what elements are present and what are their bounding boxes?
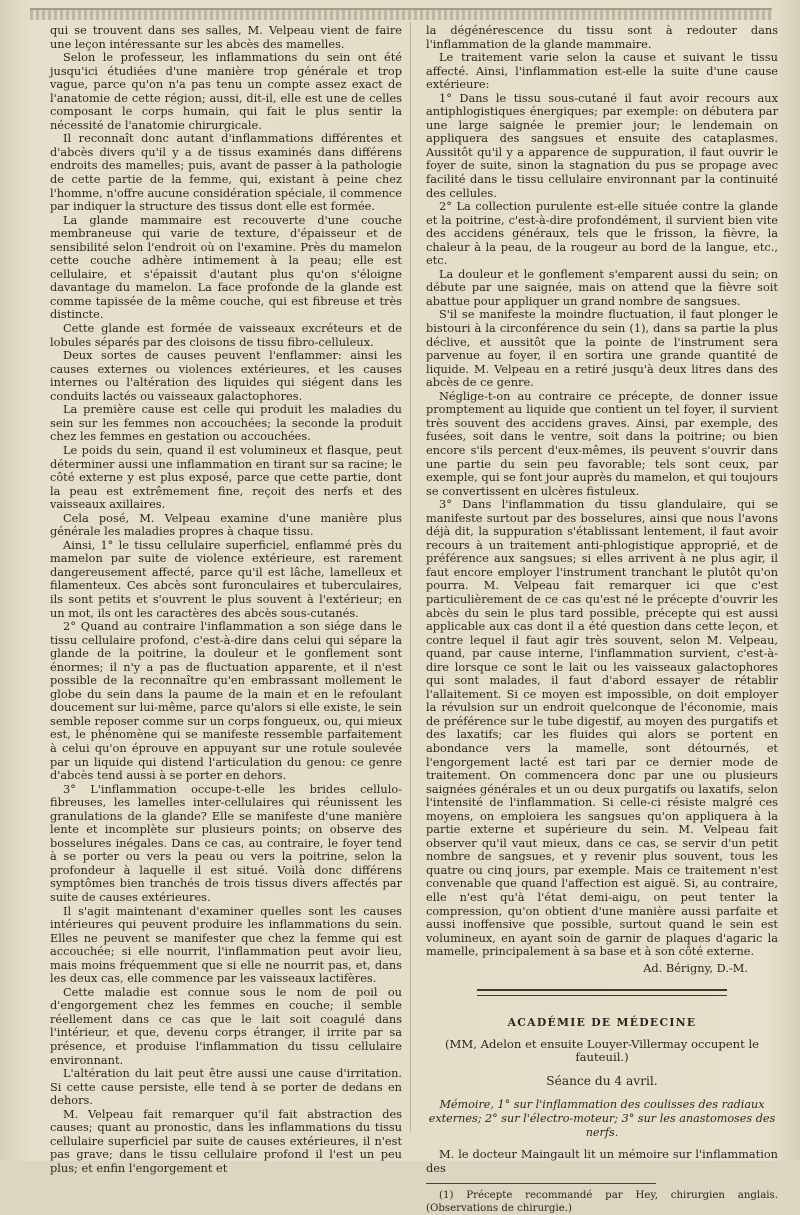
left-column-paragraph: La première cause est celle qui produit les maladies du sein sur les femmes non accouchées; la seconde la produit chez les femmes en gestation ou accouchées. <box>50 402 402 444</box>
academy-heading: ACADÉMIE DE MÉDECINE <box>507 1016 697 1030</box>
column-gutter <box>410 22 411 1132</box>
right-column-paragraph: S'il se manifeste la moindre fluctuation, il faut plonger le bistouri à la circonférence du sein (1), dans sa partie la plus déclive, et aussitôt que la pointe de l'instrument sera parvenue au foyer, il en sortira une grande quantité de liquide. M. Velpeau en a retiré jusqu'à deux litres dans des abcès de ce genre. <box>426 307 778 390</box>
left-column-paragraph: M. Velpeau fait remarquer qu'il fait abstraction des causes; quant au pronostic, dans les inflammations du tissu cellulaire superficiel par suite de causes extérieures, il n'est pas grave; dans le tissu cellulaire profond il l'est un peu plus; et enfin l'engorgement et <box>50 1106 402 1175</box>
right-column-paragraph: 2° La collection purulente est-elle située contre la glande et la poitrine, c'est-à-dire profondément, il survient bien vite des accidens généraux, tels que le frisson, la fièvre, la chaleur à la peau, de la rougeur au bord de la langue, etc., etc. <box>426 199 778 268</box>
left-column-paragraph: Selon le professeur, les inflammations du sein ont été jusqu'ici étudiées d'une manière trop générale et trop vague, parce qu'on n'a pas tenu un compte assez exact de l'anatomie de cette région; aussi, dit-il, elle est une de celles composant le corps humain, qui fait le plus sentir la nécessité de l'anatomie chirurgicale. <box>50 50 402 132</box>
left-column-paragraph: 3° L'inflammation occupe-t-elle les brides cellulo-fibreuses, les lamelles inter-cellulaires qui réunissent les granulations de la glande? Elle se manifeste d'une manière lente et incomplète sur plusieurs points; on observe des bosselures inégales. Dans ce cas, au contraire, le foyer tend à se porter ou vers la peau ou vers la poitrine, selon la profondeur à laquelle il est situé. Voilà donc différens symptômes bien tranchés de trois tissus divers affectés par suite de causes extérieures. <box>50 781 402 904</box>
left-column-paragraph: La glande mammaire est recouverte d'une couche membraneuse qui varie de texture, d'épaisseur et de sensibilité selon l'endroit où on l'examine. Près du mamelon cette couche adhère intimement à la peau; elle est cellulaire, et s'épaissit d'autant plus qu'on s'éloigne davantage du mamelon. La face profonde de la glande est comme tapissée de la même couche, qui est fibreuse et très distincte. <box>50 212 402 322</box>
left-column-paragraph: Cette glande est formée de vaisseaux excréteurs et de lobules séparés par des cloisons de tissu fibro-celluleux. <box>50 321 402 349</box>
left-column-paragraph: Le poids du sein, quand il est volumineux et flasque, peut déterminer aussi une inflammation en tirant sur sa racine; le côté externe y est plus exposé, parce que cette partie, dont la peau est extrêmement fine, reçoit des nerfs et des vaisseaux axillaires. <box>50 442 402 512</box>
top-border-band <box>30 8 772 20</box>
academy-first-paragraph: M. le docteur Maingault lit un mémoire sur l'inflammation des <box>426 1147 778 1175</box>
left-column-paragraph: L'altération du lait peut être aussi une cause d'irritation. Si cette cause persiste, elle tend à se porter de dedans en dehors. <box>50 1066 402 1108</box>
right-column-paragraph: Le traitement varie selon la cause et suivant le tissu affecté. Ainsi, l'inflammation est-elle la suite d'une cause extérieure: <box>426 50 778 92</box>
right-column <box>426 24 778 1215</box>
footnote-rule <box>426 1183 656 1184</box>
memoire-titles: Mémoire, 1° sur l'inflammation des coulisses des radiaux externes; 2° sur l'électro-moteur; 3° sur les anastomoses des nerfs. <box>428 1098 776 1139</box>
left-column-paragraph: Deux sortes de causes peuvent l'enflammer: ainsi les causes externes ou violences extérieures, et les causes internes ou l'altération des liquides qui siégent dans les conduits lactés ou vaisseaux galactophores. <box>50 348 402 403</box>
left-column-paragraph: Cela posé, M. Velpeau examine d'une manière plus générale les maladies propres à chaque tissu. <box>50 510 402 539</box>
signature: Ad. Bérigny, D.-M. <box>643 960 748 975</box>
left-column-paragraph: qui se trouvent dans ses salles, M. Velpeau vient de faire une leçon intéressante sur les abcès des mamelles. <box>50 23 402 51</box>
section-divider <box>477 989 727 996</box>
academy-presidency: (MM, Adelon et ensuite Louyer-Villermay occupent le fauteuil.) <box>444 1036 760 1065</box>
left-column-paragraph: Il reconnaît donc autant d'inflammations différentes et d'abcès divers qu'il y a de tissus examinés dans différens endroits des mamelles; puis, avant de passer à la pathologie de cette partie de la femme, qui, existant à peine chez l'homme, n'offre aucune considération spéciale, il commence par indiquer la structure des tissus dont elle est formée. <box>50 131 402 214</box>
right-column-paragraph: La douleur et le gonflement s'emparent aussi du sein; on débute par une saignée, mais on attend que la fièvre soit abattue pour appliquer un grand nombre de sangsues. <box>426 266 778 308</box>
footnote: (1) Précepte recommandé par Hey, chirurgien anglais. (Observations de chirurgie.) <box>426 1190 778 1214</box>
right-column-paragraph: 3° Dans l'inflammation du tissu glandulaire, qui se manifeste surtout par des bosselures, ainsi que nous l'avons déjà dit, la suppuration s'établissant lentement, il faut avoir recours à un traitement anti-phlogistique approprié, et de préférence aux sangsues; si elles arrivent à ne plus agir, il faut encore employer l'instrument tranchant le plutôt qu'on pourra. M. Velpeau fait remarquer ici que c'est particulièrement de ce cas qu'est né le précepte d'ouvrir les abcès du sein le plus tard possible, précepte qui est aussi applicable aux cas dont il a été question dans cette leçon, et contre lequel il faut agir très souvent, selon M. Velpeau, quand, par cause interne, l'inflammation survient, c'est-à-dire lorsque ce sont le lait ou les vaisseaux galactophores qui sont malades, il faut d'abord essayer de rétablir l'allaitement. Si ce moyen est impossible, on doit employer la révulsion sur un endroit quelconque de l'économie, mais de préférence sur le tube digestif, au moyen des purgatifs et des laxatifs; car les fluides qui alors se portent en abondance vers la mamelle, sont détournés, et l'engorgement lacté est tari par ce dernier mode de traitement. On commencera donc par une ou plusieurs saignées générales et un ou deux purgatifs ou laxatifs, selon l'intensité de l'inflammation. Si celle-ci résiste malgré ces moyens, on emploiera les sangsues qu'on appliquera à la partie externe et supérieure du sein. M. Velpeau fait observer qu'il vaut mieux, dans ce cas, se servir d'un petit nombre de sangsues, et y revenir plus souvent, tous les quatre ou cinq jours, par exemple. Mais ce traitement n'est convenable que quand l'affection est aiguë. Si, au contraire, elle n'est qu'à l'état demi-aigu, on peut tenter la compression, qu'on obtient d'une manière aussi parfaite et aussi inoffensive que possible, surtout quand le sein est volumineux, en ayant soin de garnir de plaques d'agaric la mamelle, principalement à sa base et à son côté externe. <box>426 497 778 959</box>
right-column-article <box>426 24 778 959</box>
right-column-paragraph: la dégénérescence du tissu sont à redouter dans l'inflammation de la glande mammaire. <box>426 23 778 51</box>
right-column-paragraph: Néglige-t-on au contraire ce précepte, de donner issue promptement au liquide que contient un tel foyer, il survient très souvent des accidens graves. Ainsi, par exemple, des fusées, soit dans le ventre, soit dans la poitrine; ou bien encore s'ils percent d'eux-mêmes, ils peuvent s'ouvrir dans une partie du sein peu favorable; tels sont ceux, par exemple, qui se font jour auprès du mamelon, et qui toujours se convertissent en ulcères fistuleux. <box>426 388 778 498</box>
left-column-paragraph: Ainsi, 1° le tissu cellulaire superficiel, enflammé près du mamelon par suite de violence extérieure, est rarement dangereusement affecté, parce qu'il est lâche, lamelleux et filamenteux. Ces abcès sont furonculaires et tuberculaires, ils sont petits et s'ouvrent le plus souvent à l'extérieur; en un mot, ils ont les caractères des abcès sous-cutanés. <box>50 537 402 620</box>
left-column-paragraph: 2° Quand au contraire l'inflammation a son siége dans le tissu cellulaire profond, c'est-à-dire dans celui qui sépare la glande de la poitrine, la douleur et le gonflement sont énormes; il n'y a pas de fluctuation apparente, et il n'est possible de la reconnaître qu'en embrassant mollement le globe du sein dans la paume de la main et en le refoulant doucement sur lui-même, parce qu'alors si elle existe, le sein semble reposer comme sur un corps fongueux, ou, qui mieux est, le phénomène qui se manifeste ressemble parfaitement à celui qu'on éprouve en appuyant sur une rotule soulevée par un liquide qui distend l'articulation du genou: ce genre d'abcès tend aussi à se porter en dehors. <box>50 619 402 783</box>
left-column <box>50 24 402 1175</box>
left-column-paragraph: Il s'agit maintenant d'examiner quelles sont les causes intérieures qui peuvent produire les inflammations du sein. Elles ne peuvent se manifester que chez la femme qui est accouchée; si elle nourrit, l'inflammation peut avoir lieu, mais moins fréquemment que si elle ne nourrit pas, et, dans les deux cas, elle commence par les vaisseaux lactifères. <box>50 903 402 986</box>
right-column-paragraph: 1° Dans le tissu sous-cutané il faut avoir recours aux antiphlogistiques énergiques; par exemple: on débutera par une large saignée le premier jour; le lendemain on appliquera des sangsues et ensuite des cataplasmes. Aussitôt qu'il y a apparence de suppuration, il faut ouvrir le foyer de suite, sinon la stagnation du pus se propage avec facilité dans le tissu cellulaire environnant par la continuité des cellules. <box>426 90 778 200</box>
left-column-paragraph: Cette maladie est connue sous le nom de poil ou d'engorgement chez les femmes en couche; il semble réellement dans ce cas que le lait soit coagulé dans l'intérieur, et que, devenu corps étranger, il irrite par sa présence, et produise l'inflammation du tissu cellulaire environnant. <box>50 984 402 1067</box>
session-date: Séance du 4 avril. <box>546 1073 658 1088</box>
